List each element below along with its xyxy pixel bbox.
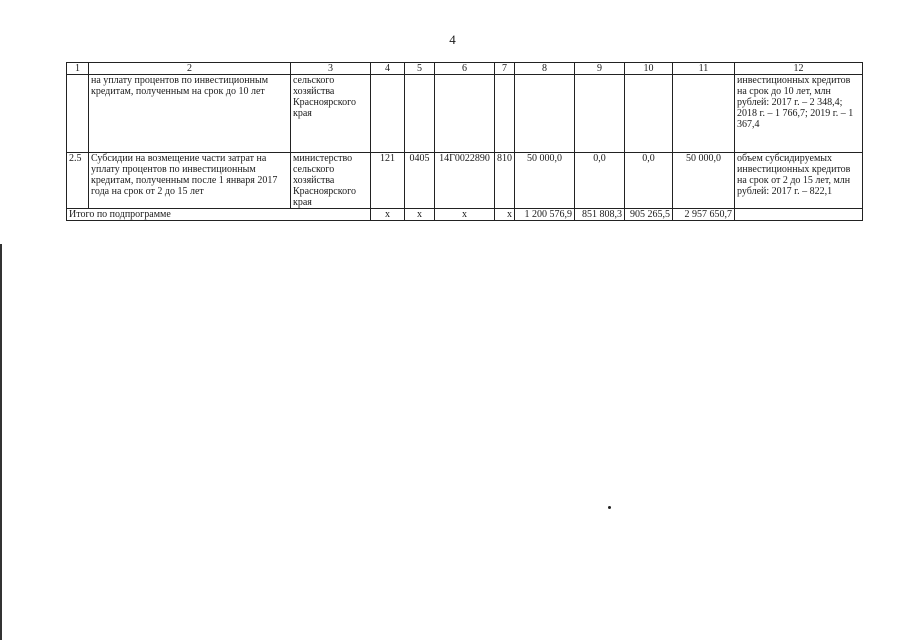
- table-row-continued: [67, 75, 863, 153]
- cell-csr: [435, 75, 495, 153]
- cell-2019: [625, 75, 673, 153]
- cell-total: [673, 75, 735, 153]
- header-col-12: 12: [735, 63, 863, 75]
- table-row-2-5: [67, 153, 863, 209]
- header-col-3: 3: [291, 63, 371, 75]
- cell-csr: х: [435, 209, 495, 221]
- cell-total-label: Итого по подпрограмме: [67, 209, 371, 221]
- cell-2018: 0,0: [575, 153, 625, 209]
- cell-2017: 1 200 576,9: [515, 209, 575, 221]
- cell-responsible: сельского хозяйства Красноярского края: [291, 75, 371, 153]
- budget-table: [66, 62, 863, 221]
- cell-vr: 810: [495, 153, 515, 209]
- header-col-8: 8: [515, 63, 575, 75]
- cell-2019: 905 265,5: [625, 209, 673, 221]
- cell-2017: [515, 75, 575, 153]
- cell-grbs: х: [371, 209, 405, 221]
- cell-vr: [495, 75, 515, 153]
- cell-2018: 851 808,3: [575, 209, 625, 221]
- cell-rzpr: [405, 75, 435, 153]
- cell-2018: [575, 75, 625, 153]
- header-col-1: 1: [67, 63, 89, 75]
- page-number: 4: [449, 32, 456, 47]
- cell-rzpr: х: [405, 209, 435, 221]
- header-col-11: 11: [673, 63, 735, 75]
- cell-name: на уплату процентов по инвестиционным кредитам, полученным на срок до 10 лет: [89, 75, 291, 153]
- table-row-total: [67, 209, 863, 221]
- cell-vr: х: [495, 209, 515, 221]
- cell-result: [735, 209, 863, 221]
- header-col-4: 4: [371, 63, 405, 75]
- scan-edge-line: [0, 244, 2, 640]
- cell-total: 2 957 650,7: [673, 209, 735, 221]
- cell-num: [67, 75, 89, 153]
- header-col-10: 10: [625, 63, 673, 75]
- cell-grbs: 121: [371, 153, 405, 209]
- cell-responsible: министерство сельского хозяйства Красноярского края: [291, 153, 371, 209]
- header-row: [67, 63, 863, 75]
- cell-grbs: [371, 75, 405, 153]
- header-col-5: 5: [405, 63, 435, 75]
- cell-result: объем субсидируемых инвестиционных кредитов на срок от 2 до 15 лет, млн рублей: 2017 г. – 822,1: [735, 153, 863, 209]
- cell-result: инвестиционных кредитов на срок до 10 лет, млн рублей: 2017 г. – 2 348,4; 2018 г. – 1 766,7; 2019 г. – 1 367,4: [735, 75, 863, 153]
- cell-csr: 14Г0022890: [435, 153, 495, 209]
- header-col-2: 2: [89, 63, 291, 75]
- header-col-7: 7: [495, 63, 515, 75]
- header-col-6: 6: [435, 63, 495, 75]
- header-col-9: 9: [575, 63, 625, 75]
- cell-num: 2.5: [67, 153, 89, 209]
- cell-2017: 50 000,0: [515, 153, 575, 209]
- cell-name: Субсидии на возмещение части затрат на уплату процентов по инвестиционным кредитам, полученным после 1 января 2017 года на срок от 2 до 15 лет: [89, 153, 291, 209]
- cell-rzpr: 0405: [405, 153, 435, 209]
- cell-2019: 0,0: [625, 153, 673, 209]
- cell-total: 50 000,0: [673, 153, 735, 209]
- scan-speck: [608, 506, 611, 509]
